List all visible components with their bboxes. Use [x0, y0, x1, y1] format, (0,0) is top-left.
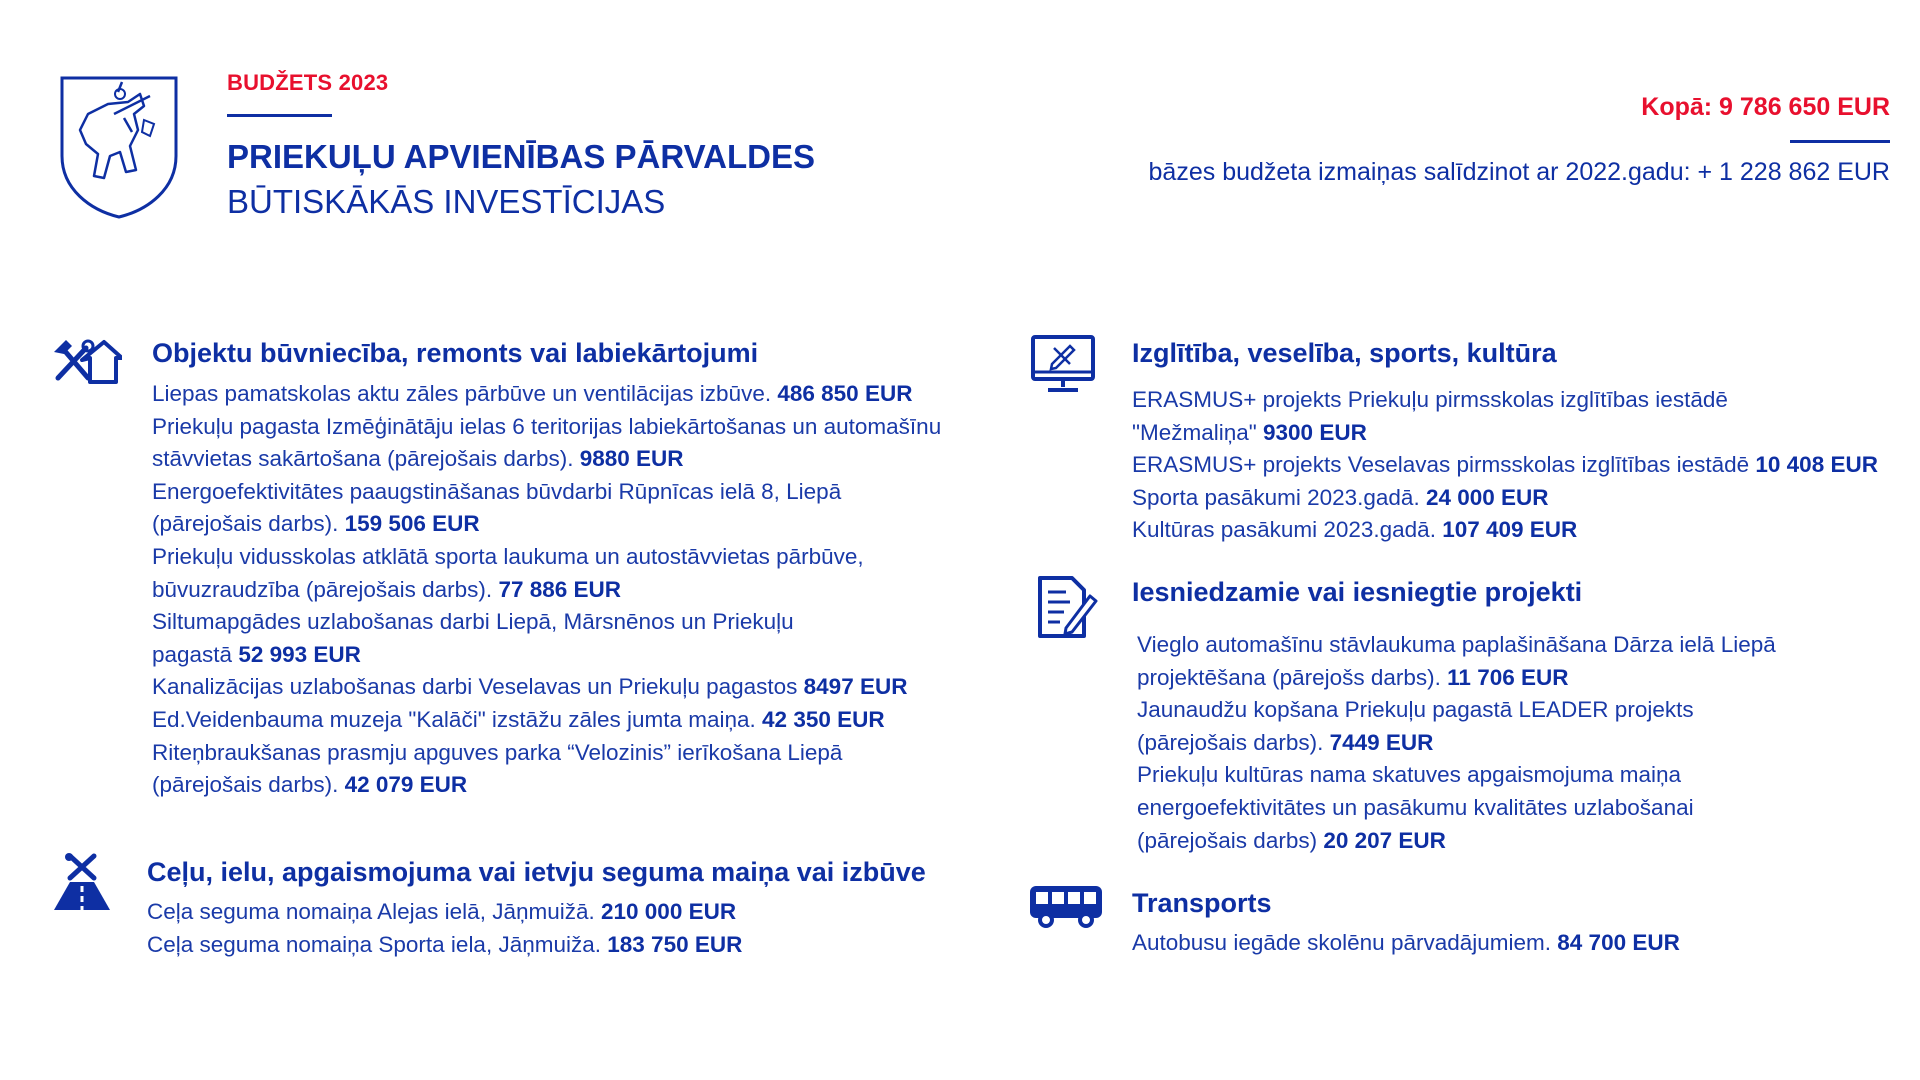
page-subtitle: BŪTISKĀKĀS INVESTĪCIJAS [227, 183, 666, 220]
list-item: Ceļa seguma nomaiņa Alejas ielā, Jāņmuižā. 210 000 EUR [147, 899, 737, 924]
list-item: Energoefektivitātes paaugstināšanas būvdarbi Rūpnīcas ielā 8, Liepā [152, 478, 842, 504]
list-item: Autobusu iegāde skolēnu pārvadājumiem. 84 700 EUR [1132, 930, 1680, 955]
bus-icon [1028, 884, 1104, 928]
section-title-projects: Iesniedzamie vai iesniegtie projekti [1132, 577, 1583, 607]
list-item: stāvvietas sakārtošana (pārejošais darbs). 9880 EUR [152, 446, 684, 472]
section-title-buildings: Objektu būvniecība, remonts vai labiekārtojumi [152, 338, 759, 368]
section-title-education: Izglītība, veselība, sports, kultūra [1132, 338, 1557, 368]
list-item: Ed.Veidenbauma muzeja "Kalāči" izstāžu zāles jumta maiņa. 42 350 EUR [152, 706, 885, 732]
list-item: Jaunaudžu kopšana Priekuļu pagastā LEADER projekts [1137, 697, 1694, 723]
list-item: (pārejošais darbs) 20 207 EUR [1137, 827, 1446, 853]
list-item: (pārejošais darbs). 7449 EUR [1137, 729, 1434, 755]
list-item: ERASMUS+ projekts Veselavas pirmsskolas izglītības iestādē 10 408 EUR [1132, 452, 1878, 478]
list-item: Priekuļu kultūras nama skatuves apgaismojuma maiņa [1137, 762, 1682, 788]
list-item: (pārejošais darbs). 159 506 EUR [152, 511, 480, 537]
total-amount: Kopā: 9 786 650 EUR [1641, 93, 1890, 121]
section-list-transport [1132, 927, 1680, 960]
section-title-roads: Ceļu, ielu, apgaismojuma vai ietvju seguma maiņa vai izbūve [147, 857, 926, 887]
section-list-education [1132, 384, 1878, 547]
list-item: Priekuļu pagasta Izmēģinātāju ielas 6 teritorijas labiekārtošanas un automašīnu [152, 413, 942, 439]
list-item: pagastā 52 993 EUR [152, 641, 361, 667]
list-item: projektēšana (pārejošs darbs). 11 706 EUR [1137, 664, 1569, 690]
list-item: Priekuļu vidusskolas atklātā sporta laukuma un autostāvvietas pārbūve, [152, 543, 864, 569]
section-list-roads [147, 896, 742, 961]
list-item: Kanalizācijas uzlabošanas darbi Veselavas un Priekuļu pagastos 8497 EUR [152, 674, 908, 700]
list-item: "Mežmaliņa" 9300 EUR [1132, 419, 1367, 445]
list-item: Kultūras pasākumi 2023.gadā. 107 409 EUR [1132, 517, 1578, 543]
budget-change-note: bāzes budžeta izmaiņas salīdzinot ar 2022.gadu: + 1 228 862 EUR [1148, 158, 1890, 186]
list-item: Siltumapgādes uzlabošanas darbi Liepā, Mārsnēnos un Priekuļu [152, 609, 794, 635]
list-item: Sporta pasākumi 2023.gadā. 24 000 EUR [1132, 484, 1549, 510]
tools-house-icon [52, 336, 122, 386]
list-item: Liepas pamatskolas aktu zāles pārbūve un ventilācijas izbūve. 486 850 EUR [152, 381, 913, 406]
list-item: Riteņbraukšanas prasmju apguves parka “Velozinis” ierīkošana Liepā [152, 739, 843, 765]
budget-year-label: BUDŽETS 2023 [227, 70, 389, 95]
list-item: būvuzraudzība (pārejošais darbs). 77 886 EUR [152, 576, 622, 602]
section-title-transport: Transports [1132, 888, 1272, 918]
list-item: energoefektivitātes un pasākumu kvalitātes uzlabošanai [1137, 794, 1694, 820]
coat-of-arms-logo [58, 74, 180, 220]
divider [227, 114, 332, 117]
divider [1790, 140, 1890, 143]
list-item: Ceļa seguma nomaiņa Sporta iela, Jāņmuiža. 183 750 EUR [147, 931, 743, 957]
list-item: Vieglo automašīnu stāvlaukuma paplašināšana Dārza ielā Liepā [1137, 632, 1776, 657]
page-title: PRIEKUĻU APVIENĪBAS PĀRVALDES [227, 138, 815, 175]
section-list-buildings [152, 378, 941, 802]
list-item: ERASMUS+ projekts Priekuļu pirmsskolas izglītības iestādē [1132, 387, 1728, 412]
road-tools-icon [52, 852, 112, 912]
monitor-pencil-icon [1030, 334, 1096, 394]
list-item: (pārejošais darbs). 42 079 EUR [152, 772, 468, 798]
section-list-projects [1137, 629, 1776, 857]
document-pen-icon [1036, 574, 1098, 640]
